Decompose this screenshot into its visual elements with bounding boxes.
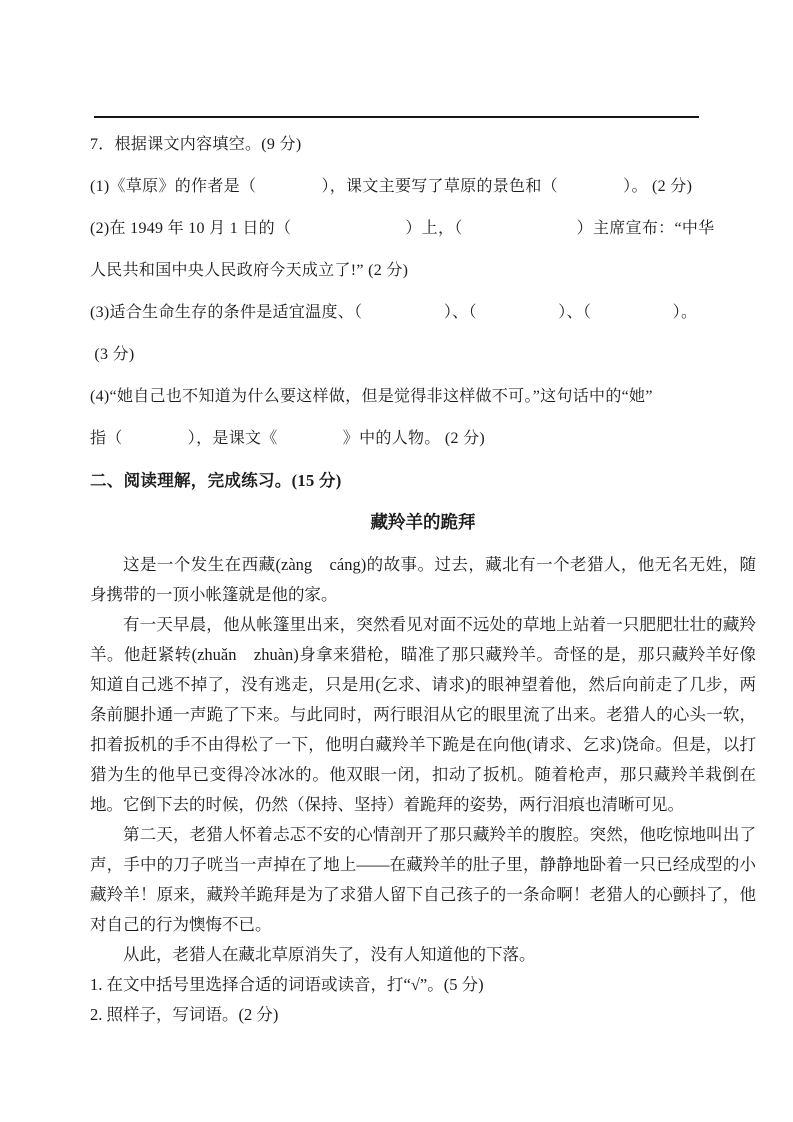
question-line: 指（ ），是课文《 》中的人物。 (2 分) <box>90 430 486 447</box>
passage-paragraph: 这是一个发生在西藏(zàng cáng)的故事。过去，藏北有一个老猎人，他无名无姓，随身携带的一顶小帐篷就是他的家。 <box>90 555 756 604</box>
question-line: 7．根据课文内容填空。(9 分) <box>90 136 302 153</box>
sub-question-line: 1. 在文中括号里选择合适的词语或读音，打“√”。(5 分) <box>90 975 484 994</box>
page-content <box>90 124 756 1030</box>
passage-paragraph: 从此，老猎人在藏北草原消失了，没有人知道他的下落。 <box>123 945 536 964</box>
question-line: (2)在 1949 年 10 月 1 日的（ ）上，（ ）主席宣布：“中华 <box>90 220 715 237</box>
question-line: (1)《草原》的作者是（ ），课文主要写了草原的景色和（ ）。 (2 分) <box>90 178 693 195</box>
question-line: 人民共和国中央人民政府今天成立了!” (2 分) <box>90 262 409 279</box>
passage-paragraph: 第二天，老猎人怀着忐忑不安的心情剖开了那只藏羚羊的腹腔。突然，他吃惊地叫出了声，手中的刀子咣当一声掉在了地上——在藏羚羊的肚子里，静静地卧着一只已经成型的小藏羚羊！原来，藏羚羊跪拜是为了求猎人留下自己孩子的一条命啊！老猎人的心颤抖了，他对自己的行为懊悔不已。 <box>90 825 756 934</box>
sub-questions-block <box>90 970 756 1030</box>
reading-passage <box>90 502 756 970</box>
top-divider <box>94 116 699 118</box>
question-7-block <box>90 124 756 460</box>
question-line: (4)“她自己也不知道为什么要这样做，但是觉得非这样做不可。”这句话中的“她” <box>90 388 653 405</box>
passage-paragraph: 有一天早晨，他从帐篷里出来，突然看见对面不远处的草地上站着一只肥肥壮壮的藏羚羊。他赶紧转(zhuǎn zhuàn)身拿来猎枪，瞄准了那只藏羚羊。奇怪的是，那只藏羚羊好像知道自己逃不掉了，没有逃走，只是用(乞求、请求)的眼神望着他，然后向前走了几步，两条前腿扑通一声跪了下来。与此同时，两行眼泪从它的眼里流了出来。老猎人的心头一软，扣着扳机的手不由得松了一下，他明白藏羚羊下跪是在向他(请求、乞求)饶命。但是，以打猎为生的他早已变得冷冰冰的。他双眼一闭，扣动了扳机。随着枪声，那只藏羚羊栽倒在地。它倒下去的时候，仍然（保持、坚持）着跪拜的姿势，两行泪痕也清晰可见。 <box>90 615 756 814</box>
question-line: (3)适合生命生存的条件是适宜温度、（ ）、（ ）、（ ）。 <box>90 304 698 321</box>
question-line: (3 分) <box>90 346 135 363</box>
passage-body <box>90 550 756 970</box>
section-2-heading: 二、阅读理解，完成练习。(15 分) <box>90 471 342 490</box>
passage-title: 藏羚羊的跪拜 <box>370 512 476 532</box>
sub-question-line: 2. 照样子，写词语。(2 分) <box>90 1005 279 1024</box>
